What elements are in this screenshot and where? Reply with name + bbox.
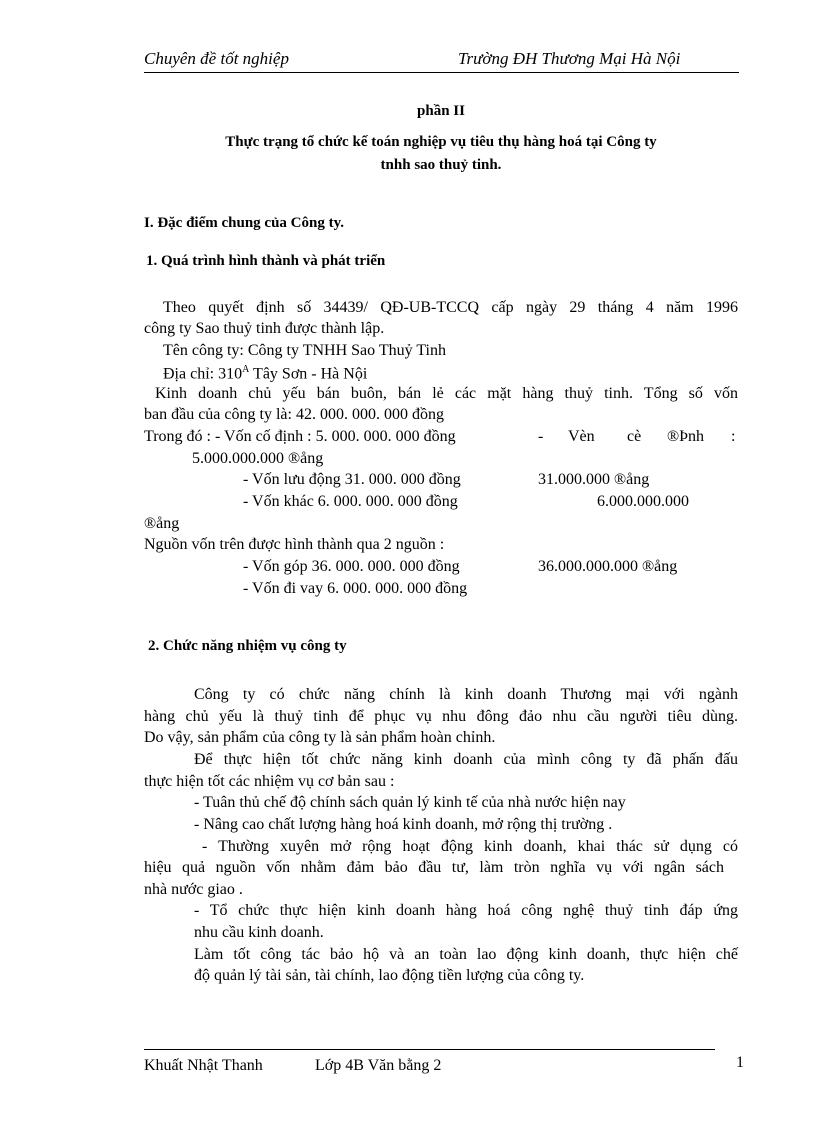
para1-line1: Theo quyết định số 34439/ QĐ-UB-TCCQ cấp ngày 29 tháng 4 năm 1996 <box>163 299 738 316</box>
garbled-colon: : <box>731 428 736 445</box>
task-bullet-3-line2: hiệu quả nguồn vốn nhằm đảm bảo đầu tư, làm tròn nghĩa vụ với ngân sách <box>144 859 724 876</box>
s2-p3-line2: độ quản lý tài sản, tài chính, lao động tiền lượng của công ty. <box>194 967 585 984</box>
task-bullet-1: - Tuân thủ chế độ chính sách quản lý kinh tế của nhà nước hiện nay <box>194 794 626 811</box>
s2-p1-line3: Do vậy, sản phẩm của công ty là sản phẩm hoàn chỉnh. <box>144 729 496 746</box>
borrowed-capital: - Vốn đi vay 6. 000. 000. 000 đồng <box>243 580 468 597</box>
s2-p2-line1: Để thực hiện tốt chức năng kinh doanh của mình công ty đã phấn đấu <box>194 751 738 768</box>
section-2-heading: 2. Chức năng nhiệm vụ công ty <box>148 638 347 654</box>
working-capital-garbled: 31.000.000 ®ång <box>538 471 650 488</box>
footer-class: Lớp 4B Văn bằng 2 <box>315 1057 442 1074</box>
section-1-heading: I. Đặc điểm chung của Công ty. <box>144 215 345 231</box>
address-suffix: Tây Sơn - Hà Nội <box>249 365 368 383</box>
part-title: phần II <box>417 103 465 119</box>
other-capital: - Vốn khác 6. 000. 000. 000 đồng <box>243 493 458 510</box>
business-line2: ban đầu của công ty là: 42. 000. 000. 000 đồng <box>144 406 444 423</box>
other-capital-garbled-unit: ®ång <box>144 515 180 532</box>
page-number: 1 <box>736 1054 744 1071</box>
header-rule <box>144 72 739 73</box>
working-capital: - Vốn lưu động 31. 000. 000 đồng <box>243 471 461 488</box>
contributed-capital-garbled: 36.000.000.000 ®ång <box>538 558 678 575</box>
footer-author: Khuất Nhật Thanh <box>144 1057 263 1074</box>
garbled-dash: - <box>538 428 544 445</box>
garbled-amount1: 5.000.000.000 ®ång <box>192 450 324 467</box>
fixed-capital: Trong đó : - Vốn cố định : 5. 000. 000. 000 đồng <box>144 428 456 445</box>
address-prefix: Địa chỉ: 310 <box>163 365 243 383</box>
company-address <box>163 364 367 383</box>
company-name: Tên công ty: Công ty TNHH Sao Thuỷ Tinh <box>163 342 446 359</box>
other-capital-garbled: 6.000.000.000 <box>597 493 689 510</box>
garbled-dinh: ®Þnh <box>667 428 705 445</box>
task-bullet-3-line1: - Thường xuyên mở rộng hoạt động kinh doanh, khai thác sử dụng có <box>202 838 738 855</box>
header-right: Trường ĐH Thương Mại Hà Nội <box>458 49 681 68</box>
header-left: Chuyên đề tốt nghiệp <box>144 49 289 68</box>
para1-line2: công ty Sao thuỷ tinh được thành lập. <box>144 320 385 337</box>
task-bullet-2: - Nâng cao chất lượng hàng hoá kinh doanh, mở rộng thị trường . <box>194 816 613 833</box>
s2-p2-line2: thực hiện tốt các nhiệm vụ cơ bản sau : <box>144 773 395 790</box>
garbled-co: cè <box>627 428 642 445</box>
task-bullet-4-line1: - Tổ chức thực hiện kinh doanh hàng hoá công nghệ thuỷ tinh đáp ứng <box>194 902 738 919</box>
business-line1: Kinh doanh chủ yếu bán buôn, bán lẻ các mặt hàng thuỷ tinh. Tổng số vốn <box>155 385 738 402</box>
s2-p1-line1: Công ty có chức năng chính là kinh doanh Thương mại với ngành <box>194 686 738 703</box>
chapter-title-line1: Thực trạng tổ chức kế toán nghiệp vụ tiêu thụ hàng hoá tại Công ty <box>225 134 657 150</box>
s2-p1-line2: hàng chủ yếu là thuỷ tinh để phục vụ nhu đông đảo nhu cầu người tiêu dùng. <box>144 708 738 725</box>
address-superscript: A <box>242 364 250 375</box>
contributed-capital: - Vốn góp 36. 000. 000. 000 đồng <box>243 558 460 575</box>
footer-rule <box>144 1049 715 1050</box>
garbled-von: Vèn <box>568 428 595 445</box>
section-1-1-heading: 1. Quá trình hình thành và phát triển <box>146 253 386 269</box>
task-bullet-4-line2: nhu cầu kinh doanh. <box>194 924 324 941</box>
task-bullet-3-line3: nhà nước giao . <box>144 881 243 898</box>
capital-sources: Nguồn vốn trên được hình thành qua 2 nguồn : <box>144 536 445 553</box>
chapter-title-line2: tnhh sao thuỷ tinh. <box>380 157 502 173</box>
s2-p3-line1: Làm tốt công tác bảo hộ và an toàn lao động kinh doanh, thực hiện chế <box>194 946 738 963</box>
